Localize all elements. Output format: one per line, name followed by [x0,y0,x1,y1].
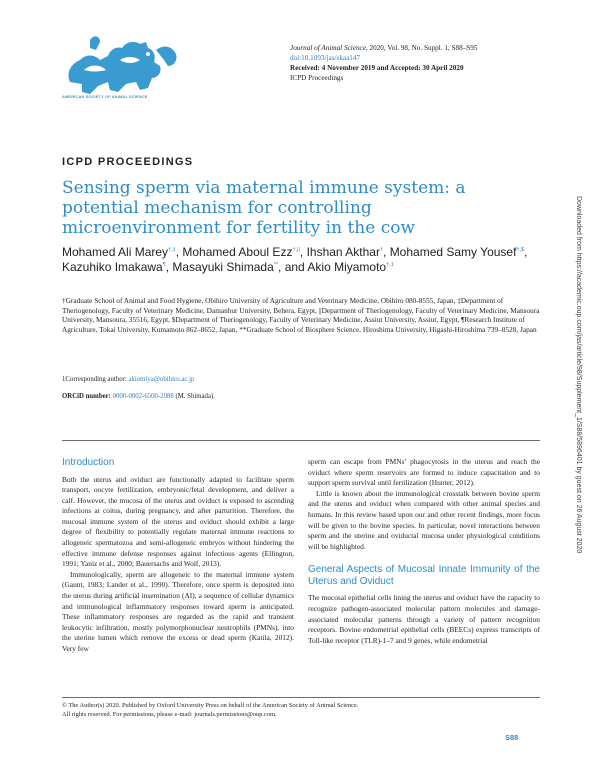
right-column [308,457,540,646]
author-affiliation-marker: †,‡ [168,247,176,253]
left-column [62,457,294,655]
paragraph: Little is known about the immunological crosstalk between bovine sperm and the uterus and oviduct when compared with other animal species and humans. In this review based upon our and other recent findings, more focus will be given to the bovine species. In particular, novel interactions between sperm and the uterine and oviductal mucosa under physiological conditions will be highlighted. [308,488,540,551]
author-separator: , and [278,260,308,274]
download-notice [572,196,586,606]
orcid-name: (M. Shimada). [173,393,215,400]
footer-divider [62,697,540,698]
article-title: Sensing sperm via maternal immune system: a potential mechanism for controlling microenvironment for fertility in the cow [62,178,466,238]
journal-name: Journal of Animal Science [290,44,366,52]
orcid-id[interactable]: 0000-0002-6500-2088 [112,393,174,400]
author-name: Mohamed Samy Yousef [389,245,517,259]
author-name: Akio Miyamoto [307,260,387,274]
paragraph: sperm can escape from PMNs’ phagocytosis in the uterus and reach the oviduct where sperm reservoirs are formed to induce capacitation and to support sperm survival until fertilization (Hunter, 2012). [308,457,540,488]
author-name: Kazuhiko Imakawa [62,260,163,274]
paragraph: Immunologically, sperm are allogeneic to the maternal immune system (Gaunt, 1983; Lander et al., 1990). Therefore, once sperm is deposited into the uterus during artificial insemination (AI), a sequence of cellular dynamics and immunological inflammatory responses toward sperm is anticipated. These inflammatory responses are regarded as the rapid and transient leukocytic infiltration, mostly polymorphonuclear neutrophils (PMNs), into the uterine lumen which remove the excess or dead sperm (Katila, 2012). Very few [62,569,294,653]
author-affiliation-marker: ** [273,262,279,268]
introduction-heading: Introduction [62,457,115,468]
author-separator: , [383,245,390,259]
author-name: Ihshan Akthar [306,245,380,259]
author-name: Masayuki Shimada [172,260,274,274]
volume-info: , 2020, Vol. 98, No. Suppl. 1, S88–S95 [365,44,478,52]
author-separator: , [299,245,307,259]
header-divider [62,440,540,441]
orcid-label: ORCiD number: [62,393,113,400]
author-affiliation-marker: † [379,247,384,253]
author-affiliation-marker: †,$ [516,247,525,253]
paragraph: Both the uterus and oviduct are functionally adapted to facilitate sperm transport, oocyte fertilization, embryonic/fetal development, and deliver a calf. However, the mucosa of the uterus and oviduct is exposed to ascending infections at coitus, during pregnancy, and after parturition. Therefore, the mucosal immune system of the uterus and oviduct should exhibit a large degree of flexibility to potentially regulate maternal immune reactions to allogeneic spermatozoa and semi-allogeneic embryos without hindering the effective immune defense responses against infectious agents (Ellington, 1991; Yaniz et al., 2000; Bauersachs and Wolf, 2013). [62,474,294,569]
page-number: S88 [505,733,519,742]
author-list [62,245,540,275]
author-separator: , [165,260,173,274]
affiliations: †Graduate School of Animal and Food Hygiene, Obihiro University of Agriculture and Veterinary Medicine, Obihiro 080-8555, Japan, ‡Department of Theriogenology, Faculty of Veterinary Medicine, Damanhur University, Behera, Egypt, ||Department of Theriogenology, Faculty of Veterinary Medicine, Mansoura University, Mansoura, 35516, Egypt, $Department of Theriogenology, Faculty of Veterinary Medicine, Assiut University, Assiut, Egypt, ¶Research Institute of Agriculture, Tokai University, Kumamoto 862–8652, Japan, **Graduate School of Biosphere Science, Hiroshima University, Higashi-Hiroshima 739–8528, Japan [62,296,540,334]
society-name: AMERICAN SOCIETY OF ANIMAL SCIENCE [62,94,148,99]
author-affiliation-marker: ¶ [162,262,166,268]
author-name: Mohamed Ali Marey [62,245,169,259]
author-separator: , [175,245,183,259]
copyright-line: © The Author(s) 2020. Published by Oxford University Press on behalf of the American Society of Animal Science. [62,702,359,709]
corresponding-author [62,376,540,383]
author-affiliation-marker: †,1 [386,262,394,268]
received-date: Received: 4 November 2019 and Accepted: 30 April 2020 [290,64,464,72]
author-separator: , [524,245,528,259]
copyright-footer [62,701,540,719]
corresponding-label: 1Corresponding author: [62,376,129,383]
journal-header [290,43,540,83]
permissions-line: All rights reserved. For permissions, please e-mail: journals.permissions@oup.com. [62,711,277,718]
corresponding-email[interactable]: akiomiya@obihiro.ac.jp [128,376,195,383]
author-name: Mohamed Aboul Ezz [182,245,293,259]
section-name: ICPD Proceedings [290,74,344,82]
citation-line [290,43,540,53]
paragraph: The mucosal epithelial cells lining the uterus and oviduct have the capacity to recognize pathogen-associated molecular pattern molecules and damage-associated molecular patterns through a variety of pattern recognition receptors. Bovine endometrial epithelial cells (BEECs) express transcripts of Toll-like receptor (TLR)-1–7 and 9 genes, while endometrial [308,593,540,645]
author-affiliation-marker: †,|| [292,247,300,253]
doi-link[interactable]: doi:10.1093/jas/skaa147 [290,54,361,62]
download-notice-text: Downloaded from https://academic.oup.com/jas/article/98/Supplement_1/S88/5896401 by guest on 26 August 2020 [575,196,582,554]
section-heading: General Aspects of Mucosal Innate Immunity of the Uterus and Oviduct [308,564,540,587]
section-label: ICPD PROCEEDINGS [62,156,194,168]
orcid-line [62,393,540,400]
